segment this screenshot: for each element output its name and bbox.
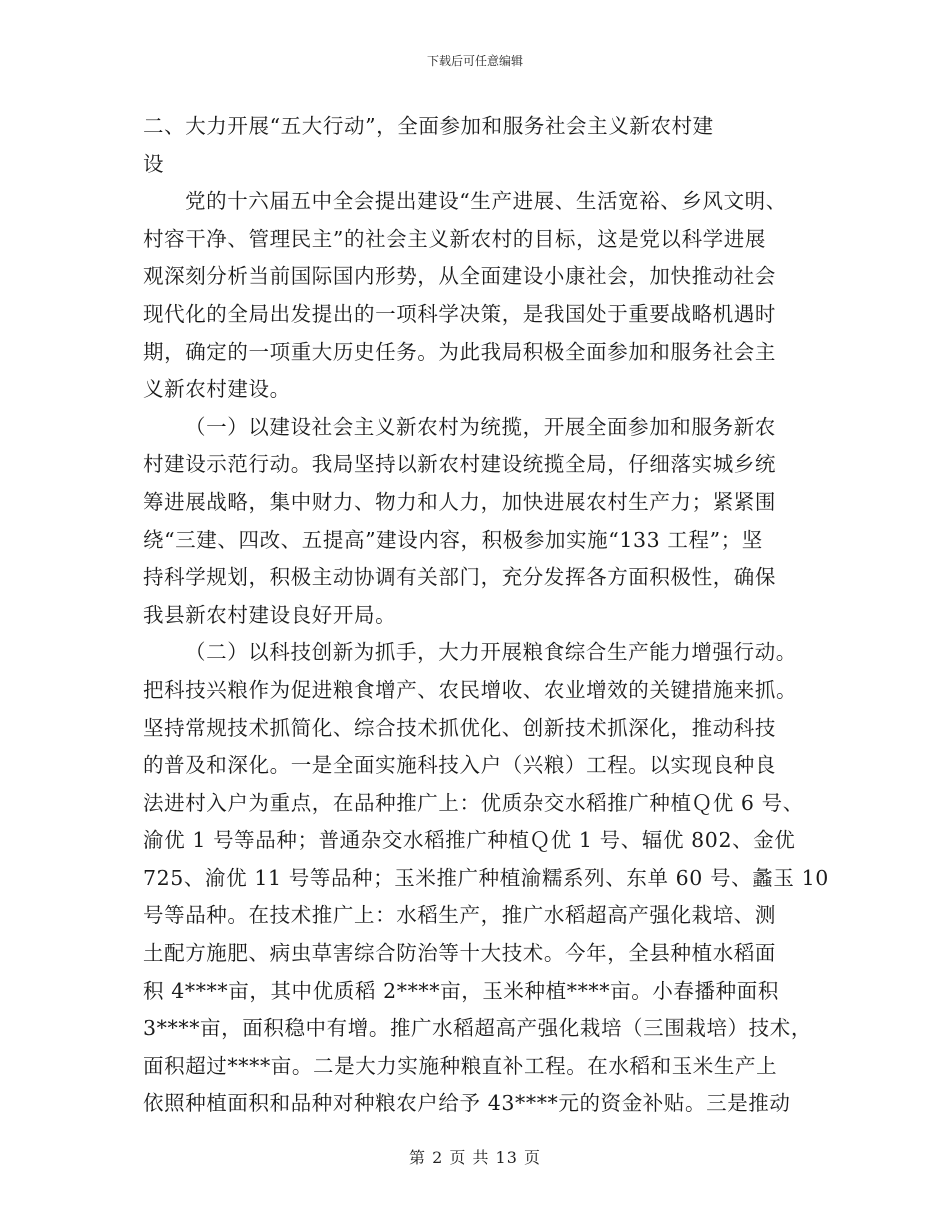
document-body: [143, 108, 829, 1123]
paragraph-line: 筹进展战略，集中财力、物力和人力，加快进展农村生产力；紧紧围: [143, 489, 776, 514]
paragraph-line: 期，确定的一项重大历史任务。为此我局积极全面参加和服务社会主: [143, 339, 776, 364]
paragraph-line: 绕“三建、四改、五提高”建设内容，积极参加实施“133 工程”；坚: [143, 527, 763, 552]
paragraph-line: （一）以建设社会主义新农村为统揽，开展全面参加和服务新农: [185, 414, 776, 439]
paragraph-line: 土配方施肥、病虫草害综合防治等十大技术。今年，全县种植水稻面: [143, 941, 776, 966]
paragraph-line: 党的十六届五中全会提出建设“生产进展、生活宽裕、乡风文明、: [185, 189, 787, 214]
section-heading: 二、大力开展“五大行动”，全面参加和服务社会主义新农村建: [143, 114, 714, 138]
paragraph-line: 观深刻分析当前国际国内形势，从全面建设小康社会，加快推动社会: [143, 264, 776, 289]
paragraph-line: 积 4****亩，其中优质稻 2****亩，玉米种植****亩。小春播种面积: [143, 978, 779, 1003]
page-header: 下载后可任意编辑: [426, 54, 523, 68]
paragraph-line: 725、渝优 11 号等品种；玉米推广种植渝糯系列、东单 60 号、蠡玉 10: [143, 865, 829, 890]
paragraph-line: 持科学规划，积极主动协调有关部门，充分发挥各方面积极性，确保: [143, 565, 776, 590]
paragraph-line: 依照种植面积和品种对种粮农户给予 43****元的资金补贴。三是推动: [143, 1091, 791, 1116]
paragraph-line: （二）以科技创新为抓手，大力开展粮食综合生产能力增强行动。: [185, 640, 797, 665]
paragraph-line: 义新农村建设。: [143, 377, 291, 402]
paragraph-line: 村建设示范行动。我局坚持以新农村建设统揽全局，仔细落实城乡统: [143, 452, 776, 477]
page-footer: 第 2 页 共 13 页: [409, 1148, 541, 1167]
paragraph-line: 法进村入户为重点，在品种推广上：优质杂交水稻推广种植Ｑ优 6 号、: [143, 790, 804, 815]
paragraph-line: 坚持常规技术抓简化、综合技术抓优化、创新技术抓深化，推动科技: [143, 715, 776, 740]
paragraph-line: 我县新农村建设良好开局。: [143, 602, 397, 627]
paragraph-line: 村容干净、管理民主”的社会主义新农村的目标，这是党以科学进展: [143, 226, 766, 251]
paragraph-line: 面积超过****亩。二是大力实施种粮直补工程。在水稻和玉米生产上: [143, 1053, 778, 1078]
paragraph-line: 3****亩，面积稳中有增。推广水稻超高产强化栽培（三围栽培）技术，: [143, 1016, 812, 1041]
section-heading-cont: 设: [143, 151, 165, 176]
paragraph-line: 号等品种。在技术推广上：水稻生产，推广水稻超高产强化栽培、测: [143, 903, 776, 928]
paragraph-line: 现代化的全局出发提出的一项科学决策，是我国处于重要战略机遇时: [143, 301, 776, 326]
paragraph-line: 把科技兴粮作为促进粮食增产、农民增收、农业增效的关键措施来抓。: [143, 677, 798, 702]
paragraph-line: 渝优 1 号等品种；普通杂交水稻推广种植Ｑ优 1 号、辐优 802、金优: [143, 828, 796, 853]
paragraph-line: 的普及和深化。一是全面实施科技入户（兴粮）工程。以实现良种良: [143, 753, 776, 778]
